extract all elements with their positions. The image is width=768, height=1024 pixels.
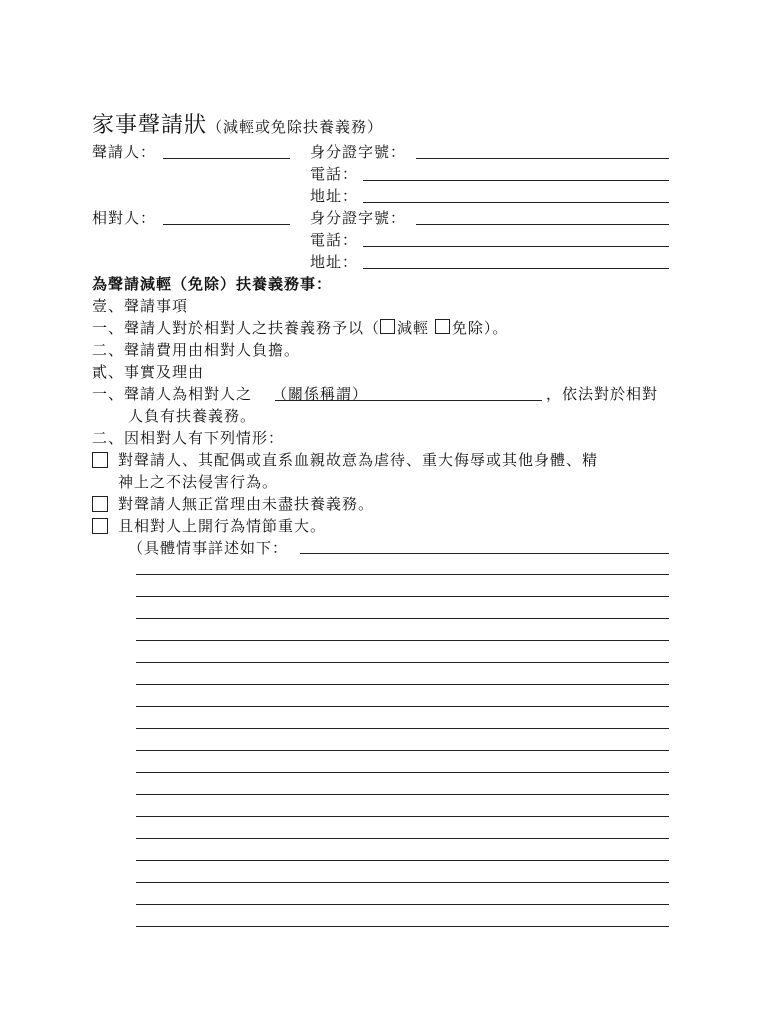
details-line[interactable]	[136, 596, 669, 597]
section2-item2: 二、因相對人有下列情形：	[92, 429, 285, 447]
petitioner-phone-field[interactable]	[363, 180, 669, 181]
condition-1-line2: 神上之不法侵害行為。	[118, 473, 279, 491]
details-line[interactable]	[136, 816, 669, 817]
details-line[interactable]	[136, 860, 669, 861]
respondent-address-label: 地址：	[310, 253, 359, 271]
petitioner-address-field[interactable]	[363, 202, 669, 203]
details-line[interactable]	[136, 574, 669, 575]
respondent-phone-field[interactable]	[363, 246, 669, 247]
details-line[interactable]	[136, 772, 669, 773]
details-line[interactable]	[136, 728, 669, 729]
relation-field[interactable]	[275, 400, 542, 401]
respondent-id-field[interactable]	[416, 224, 669, 225]
reduce-checkbox[interactable]	[380, 319, 395, 334]
details-line[interactable]	[136, 904, 669, 905]
condition-1-line1: 對聲請人、其配偶或直系血親故意為虐待、重大侮辱或其他身體、精	[118, 451, 599, 469]
condition-3-line1: 且相對人上開行為情節重大。	[118, 517, 327, 535]
option-exempt-label: 免除	[451, 319, 484, 337]
condition-1-checkbox[interactable]	[92, 452, 108, 468]
exempt-checkbox[interactable]	[435, 319, 450, 334]
section1-title: 壹、聲請事項	[92, 297, 189, 315]
details-label: （具體情事詳述如下：	[128, 539, 289, 557]
petitioner-id-field[interactable]	[416, 158, 669, 159]
details-line[interactable]	[136, 838, 669, 839]
section2-item1-prefix: 一、聲請人為相對人之	[92, 385, 253, 403]
details-line[interactable]	[136, 882, 669, 883]
petitioner-address-label: 地址：	[310, 187, 359, 205]
details-line[interactable]	[136, 706, 669, 707]
petitioner-phone-label: 電話：	[310, 165, 359, 183]
form-subtitle: （減輕或免除扶養義務）	[207, 118, 384, 136]
respondent-name-field[interactable]	[163, 224, 290, 225]
petitioner-id-label: 身分證字號：	[310, 143, 407, 161]
section1-item2: 二、聲請費用由相對人負擔。	[92, 341, 301, 359]
section2-item1-suffix: ，依法對於相對	[546, 385, 659, 403]
form-title: 家事聲請狀（減輕或免除扶養義務）	[92, 113, 384, 138]
petitioner-name-field[interactable]	[163, 158, 290, 159]
details-line[interactable]	[136, 750, 669, 751]
condition-2-checkbox[interactable]	[92, 496, 108, 512]
respondent-address-field[interactable]	[363, 268, 669, 269]
section1-item1: 一、聲請人對於相對人之扶養義務予以（ 減輕 免除）。	[92, 319, 509, 337]
respondent-id-label: 身分證字號：	[310, 209, 407, 227]
condition-3-checkbox[interactable]	[92, 518, 108, 534]
condition-2-line1: 對聲請人無正當理由未盡扶養義務。	[118, 495, 375, 513]
details-line[interactable]	[136, 926, 669, 927]
section2-title: 貳、事實及理由	[92, 363, 205, 381]
details-line-first[interactable]	[300, 553, 669, 554]
respondent-phone-label: 電話：	[310, 231, 359, 249]
section2-item1-line2: 人負有扶養義務。	[128, 407, 257, 425]
details-line[interactable]	[136, 794, 669, 795]
details-line[interactable]	[136, 662, 669, 663]
petitioner-label: 聲請人：	[92, 143, 157, 161]
petition-heading: 為聲請減輕（免除）扶養義務事：	[92, 275, 333, 293]
relation-hint: （關係稱謂）	[272, 385, 369, 403]
details-line[interactable]	[136, 684, 669, 685]
details-line[interactable]	[136, 618, 669, 619]
option-reduce-label: 減輕	[397, 319, 430, 337]
details-line[interactable]	[136, 640, 669, 641]
respondent-label: 相對人：	[92, 209, 157, 227]
